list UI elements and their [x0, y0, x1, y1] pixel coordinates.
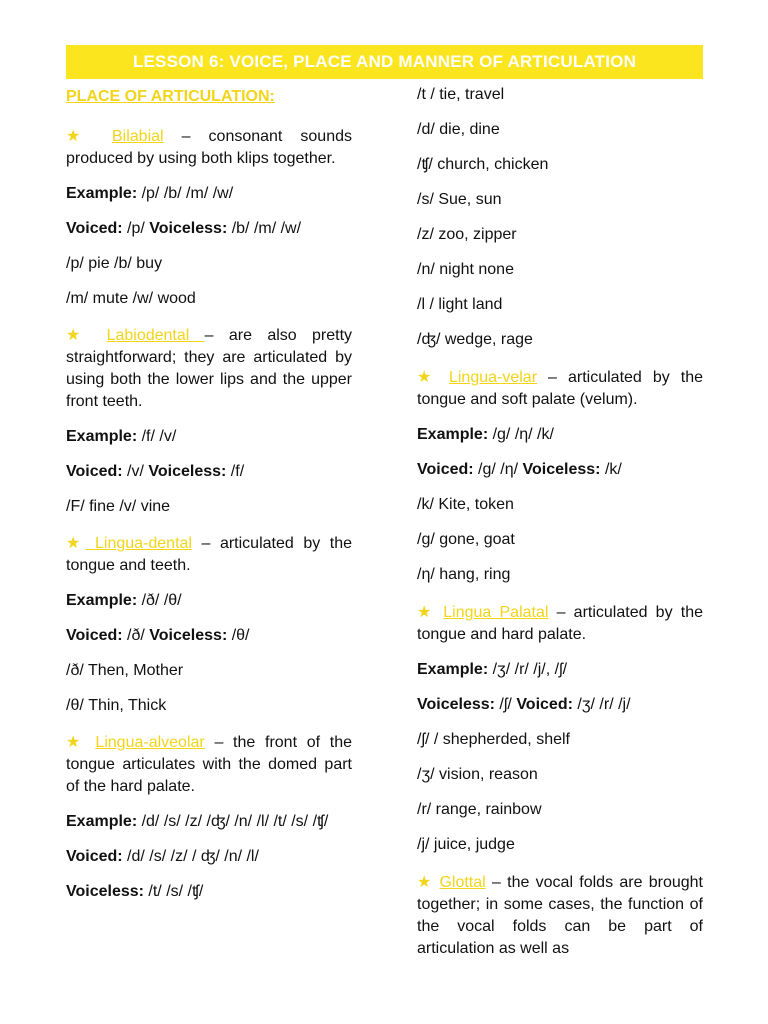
lingua-velar-example: Example: /g/ /ƞ/ /k/ [417, 426, 554, 443]
labiodental-term: Labiodental [106, 327, 205, 344]
alveolar-word-8: /ʤ/ wedge, rage [417, 331, 533, 348]
lesson-title: LESSON 6: VOICE, PLACE AND MANNER OF ARTICULATION [132, 52, 637, 71]
lingua-dental-example: Example: /ð/ /θ/ [66, 592, 182, 609]
star-icon: ★ [417, 369, 438, 386]
lingua-dental-term: Lingua-dental [85, 535, 192, 552]
star-icon: ★ [417, 874, 434, 891]
alveolar-word-2: /d/ die, dine [417, 121, 500, 138]
lingua-palatal-word-2: /ʒ/ vision, reason [417, 766, 538, 783]
lingua-alveolar-example: Example: /d/ /s/ /z/ /ʤ/ /n/ /l/ /t/ /s/ /ʧ/ [66, 813, 329, 830]
labiodental-voicing: Voiced: /v/ Voiceless: /f/ [66, 463, 245, 480]
labiodental-example: Example: /f/ /v/ [66, 428, 177, 445]
bilabial-example: Example: /p/ /b/ /m/ /w/ [66, 185, 234, 202]
star-icon: ★ [66, 535, 86, 552]
star-icon: ★ [66, 327, 92, 344]
lesson-title-banner [66, 45, 703, 79]
bilabial-voicing: Voiced: /p/ Voiceless: /b/ /m/ /w/ [66, 220, 302, 237]
lingua-velar-word-2: /g/ gone, goat [417, 531, 515, 548]
alveolar-word-6: /n/ night none [417, 261, 514, 278]
lingua-alveolar-voiced: Voiced: /d/ /s/ /z/ / ʤ/ /n/ /l/ [66, 848, 259, 865]
bilabial-term: Bilabial [111, 128, 164, 145]
star-icon: ★ [66, 128, 94, 145]
alveolar-word-4: /s/ Sue, sun [417, 191, 502, 208]
alveolar-word-1: /t / tie, travel [417, 86, 505, 103]
lingua-dental-word-1: /ð/ Then, Mother [66, 662, 184, 679]
lingua-dental-definition: ★ Lingua-dental – articulated by the tongue and teeth. [66, 535, 353, 574]
labiodental-definition: ★ Labiodental – are also pretty straightforward; they are articulated by using both the lower lips and the upper front teeth. [66, 327, 353, 410]
star-icon: ★ [66, 734, 86, 751]
lingua-palatal-voicing: Voiceless: /ʃ/ Voiced: /ʒ/ /r/ /j/ [417, 696, 631, 713]
lingua-palatal-example: Example: /ʒ/ /r/ /j/, /ʃ/ [417, 661, 568, 678]
lingua-palatal-word-1: /ʃ/ / shepherded, shelf [417, 731, 570, 748]
lingua-palatal-definition: ★ Lingua Palatal – articulated by the tongue and hard palate. [417, 604, 703, 643]
lingua-palatal-term: Lingua Palatal [443, 604, 549, 621]
glottal-definition: ★ Glottal – the vocal folds are brought together; in some cases, the function of the vocal folds can be part of articulation as well as [417, 874, 703, 957]
lingua-velar-term: Lingua-velar [448, 369, 538, 386]
bilabial-definition: ★ Bilabial – consonant sounds produced by using both klips together. [66, 128, 353, 167]
bilabial-word-1: /p/ pie /b/ buy [66, 255, 163, 272]
bilabial-word-2: /m/ mute /w/ wood [66, 290, 196, 307]
lingua-alveolar-voiceless: Voiceless: /t/ /s/ /ʧ/ [66, 883, 204, 900]
alveolar-word-7: /l / light land [417, 296, 503, 313]
star-icon: ★ [417, 604, 436, 621]
glottal-term: Glottal [439, 874, 486, 891]
lingua-dental-voicing: Voiced: /ð/ Voiceless: /θ/ [66, 627, 250, 644]
alveolar-word-3: /ʧ/ church, chicken [417, 156, 549, 173]
lingua-velar-voicing: Voiced: /g/ /ƞ/ Voiceless: /k/ [417, 461, 622, 478]
lingua-dental-word-2: /θ/ Thin, Thick [66, 697, 167, 714]
right-column [417, 84, 703, 960]
section-heading: PLACE OF ARTICULATION: [66, 88, 275, 105]
lingua-alveolar-term: Lingua-alveolar [95, 734, 205, 751]
labiodental-word-1: /F/ fine /v/ vine [66, 498, 171, 515]
lingua-palatal-word-3: /r/ range, rainbow [417, 801, 542, 818]
alveolar-word-5: /z/ zoo, zipper [417, 226, 517, 243]
left-column [66, 86, 352, 903]
lingua-velar-word-1: /k/ Kite, token [417, 496, 514, 513]
lingua-velar-word-3: /ƞ/ hang, ring [417, 566, 511, 583]
lingua-palatal-word-4: /j/ juice, judge [417, 836, 515, 853]
lingua-velar-definition: ★ Lingua-velar – articulated by the tongue and soft palate (velum). [417, 369, 704, 408]
lingua-alveolar-definition: ★ Lingua-alveolar – the front of the tongue articulates with the domed part of the hard palate. [66, 734, 353, 795]
